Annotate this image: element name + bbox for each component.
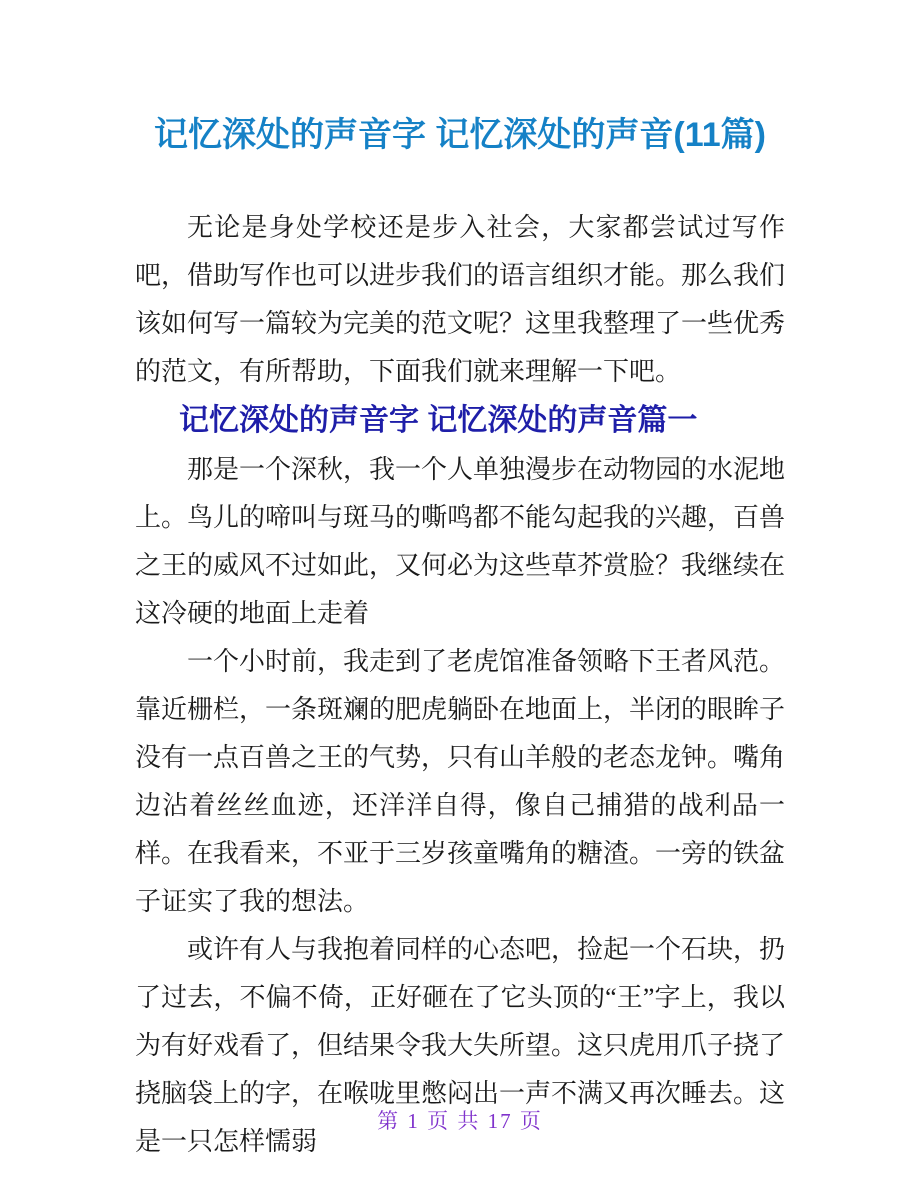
body-paragraph-2: 一个小时前，我走到了老虎馆准备领略下王者风范。靠近栅栏，一条斑斓的肥虎躺卧在地面上，半闭的眼眸子没有一点百兽之王的气势，只有山羊般的老态龙钟。嘴角边沾着丝丝血迹，还洋洋自得，像自己捕猎的战利品一样。在我看来，不亚于三岁孩童嘴角的糖渣。一旁的铁盆子证实了我的想法。 <box>135 647 786 916</box>
document-title: 记忆深处的声音字 记忆深处的声音(11篇) <box>153 116 767 154</box>
intro-paragraph: 无论是身处学校还是步入社会，大家都尝试过写作吧，借助写作也可以进步我们的语言组织才能。那么我们该如何写一篇较为完美的范文呢？这里我整理了一些优秀的范文，有所帮助，下面我们就来理解一下吧。 <box>135 213 786 386</box>
section-heading: 记忆深处的声音字 记忆深处的声音篇一 <box>179 404 698 437</box>
body-paragraph-3: 或许有人与我抱着同样的心态吧，捡起一个石块，扔了过去，不偏不倚，正好砸在了它头顶的“王”字上，我以为有好戏看了，但结果令我大失所望。这只虎用爪子挠了挠脑袋上的字，在喉咙里憋闷出一声不满又再次睡去。这是一只怎样懦弱 <box>135 935 786 1156</box>
document-content <box>135 112 785 1166</box>
body-paragraph-1: 那是一个深秋，我一个人单独漫步在动物园的水泥地上。鸟儿的啼叫与斑马的嘶鸣都不能勾起我的兴趣，百兽之王的威风不过如此，又何必为这些草芥赏脸？我继续在这冷硬的地面上走着 <box>135 455 786 628</box>
page-number-footer: 第 1 页 共 17 页 <box>377 1109 543 1133</box>
